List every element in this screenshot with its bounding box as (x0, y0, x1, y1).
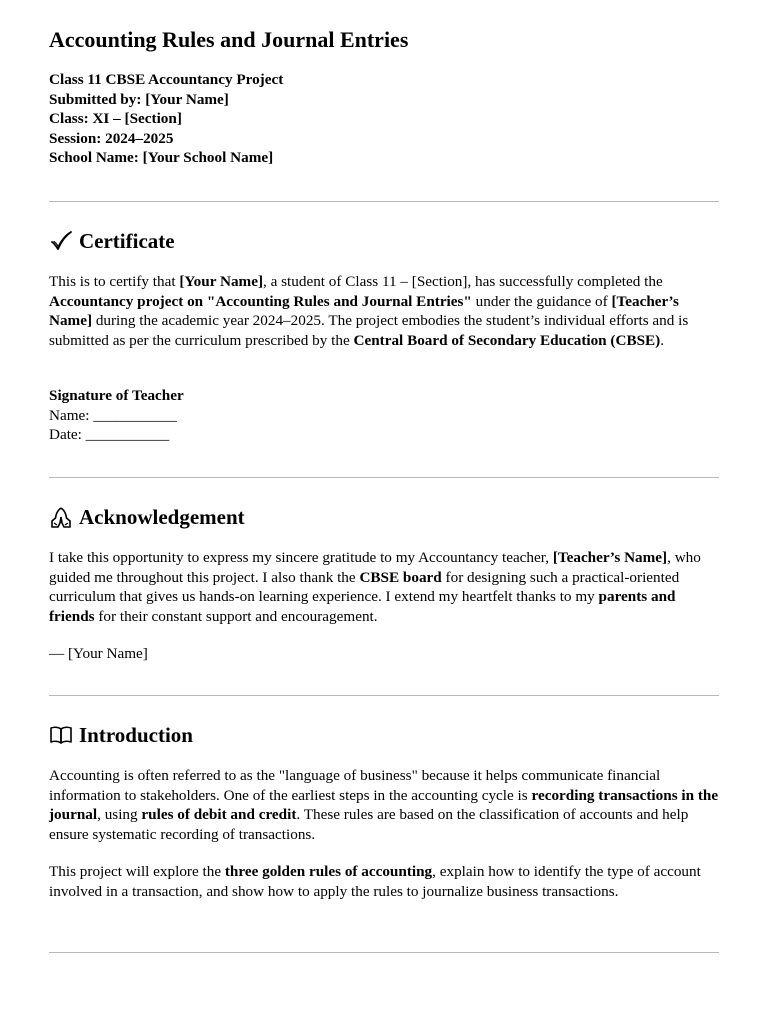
section-divider (49, 201, 719, 202)
section-divider (49, 695, 719, 696)
project-meta (49, 70, 719, 168)
meta-school: School Name: [Your School Name] (49, 149, 274, 166)
introduction-heading (49, 722, 193, 748)
praying-hands-icon (49, 505, 73, 529)
teacher-signature-block (49, 386, 719, 445)
introduction-paragraph-2: This project will explore the three golden rules of accounting, explain how to identify the type of account involved in a transaction, and show how to apply the rules to journalize business transactions. (49, 863, 701, 900)
certificate-text: This is to certify that [Your Name], a student of Class 11 – [Section], has successfully completed the Accountancy project on "Accounting Rules and Journal Entries" under the guidance of [Teacher’s Name] during the academic year 2024–2025. The project embodies the student’s individual efforts and is submitted as per the curriculum prescribed by the Central Board of Secondary Education (CBSE). (49, 273, 689, 349)
introduction-paragraph-1: Accounting is often referred to as the "language of business" because it helps communicate financial information to stakeholders. One of the earliest steps in the accounting cycle is recording transactions in the journal, using rules of debit and credit. These rules are based on the classification of accounts and help ensure systematic recording of transactions. (49, 767, 719, 843)
signature-label: Signature of Teacher (49, 387, 184, 404)
meta-submitted-by: Submitted by: [Your Name] (49, 90, 229, 108)
open-book-icon (49, 723, 73, 747)
meta-project: Class 11 CBSE Accountancy Project (49, 71, 284, 88)
signature-date-line: Date: ___________ (49, 426, 170, 443)
meta-class: Class: XI – [Section] (49, 110, 182, 127)
page-title: Accounting Rules and Journal Entries (49, 27, 409, 52)
signature-name-line: Name: ___________ (49, 406, 177, 424)
certificate-heading-text: Certificate (79, 229, 175, 253)
section-divider (49, 952, 719, 953)
acknowledgement-signoff: — [Your Name] (49, 645, 148, 662)
acknowledgement-heading (49, 504, 245, 530)
checkmark-icon (49, 229, 73, 253)
section-divider (49, 477, 719, 478)
introduction-heading-text: Introduction (79, 723, 193, 747)
meta-session: Session: 2024–2025 (49, 129, 174, 147)
acknowledgement-text: I take this opportunity to express my sincere gratitude to my Accountancy teacher, [Teacher’s Name], who guided me throughout this project. I also thank the CBSE board for designing such a practical-oriented curriculum that gives us hands-on learning experience. I extend my heartfelt thanks to my parents and friends for their constant support and encouragement. (49, 549, 701, 625)
certificate-heading (49, 228, 175, 254)
acknowledgement-heading-text: Acknowledgement (79, 505, 245, 529)
